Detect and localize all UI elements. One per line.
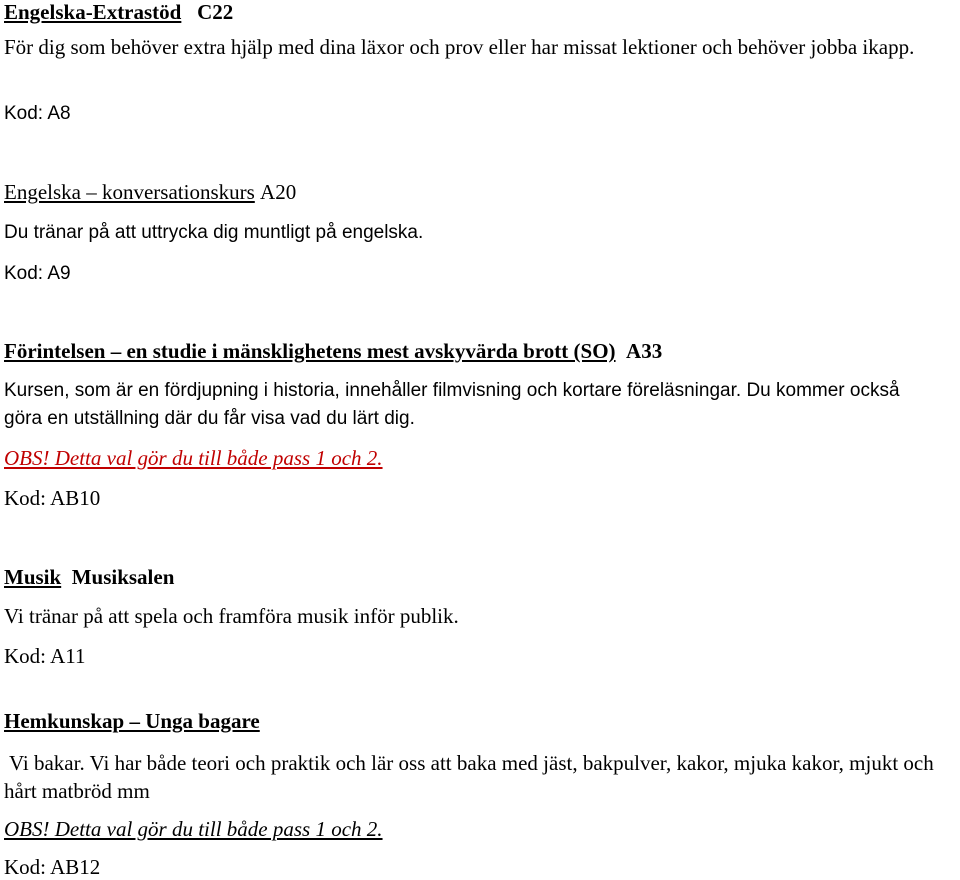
- section-3-obs-note: OBS! Detta val gör du till både pass 1 och 2.: [4, 446, 383, 470]
- section-2-code: Kod: A9: [4, 263, 71, 284]
- section-4-title: Musik: [4, 565, 62, 589]
- section-4-description: Vi tränar på att spela och framföra musik inför publik.: [4, 604, 459, 628]
- section-5-obs-note: OBS! Detta val gör du till både pass 1 och 2.: [4, 817, 383, 841]
- section-1-code: Kod: A8: [4, 103, 71, 124]
- section-3-description: Kursen, som är en fördjupning i historia, innehåller filmvisning och kortare föreläsningar. Du kommer också göra en utställning där du får visa vad du lärt dig.: [4, 380, 900, 429]
- section-4-heading: [4, 565, 174, 590]
- section-1-description: För dig som behöver extra hjälp med dina läxor och prov eller har missat lektioner och behöver jobba ikapp.: [4, 35, 915, 59]
- section-3-room: A33: [626, 339, 663, 363]
- section-2-heading: [4, 180, 296, 205]
- section-2-room: A20: [260, 180, 297, 204]
- section-4-room: Musiksalen: [71, 565, 175, 589]
- section-1-heading: [4, 0, 233, 25]
- section-5-title: Hemkunskap – Unga bagare: [4, 709, 260, 733]
- section-5-description: Vi bakar. Vi har både teori och praktik och lär oss att baka med jäst, bakpulver, kakor, mjuka kakor, mjukt och hårt matbröd mm: [4, 751, 934, 803]
- section-2-title: Engelska – konversationskurs: [4, 180, 255, 204]
- section-1-room: C22: [197, 0, 234, 24]
- section-4-code: Kod: A11: [4, 644, 86, 668]
- section-1-title: Engelska-Extrastöd: [4, 0, 182, 24]
- section-3-title: Förintelsen – en studie i mänsklighetens mest avskyvärda brott (SO): [4, 339, 616, 363]
- section-2-description: Du tränar på att uttrycka dig muntligt på engelska.: [4, 222, 424, 243]
- section-3-code: Kod: AB10: [4, 486, 101, 510]
- section-5-heading: [4, 709, 260, 734]
- section-3-heading: [4, 339, 662, 364]
- section-5-code: Kod: AB12: [4, 855, 101, 879]
